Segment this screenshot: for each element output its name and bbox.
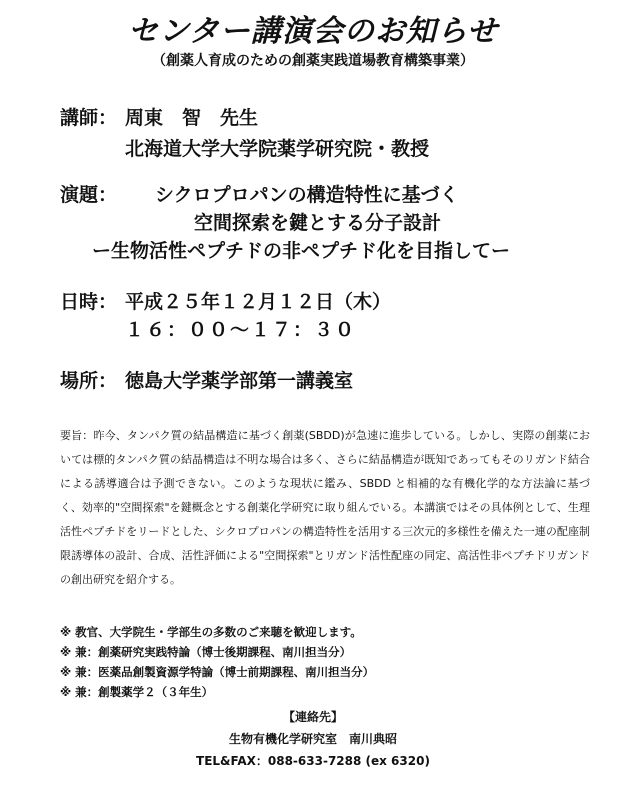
note-item: ※ 兼：創薬研究実践特論（博士後期課程、南川担当分） bbox=[60, 645, 352, 659]
note-item: ※ 兼：創製薬学２（３年生） bbox=[60, 685, 214, 699]
topic-label: 演題： bbox=[60, 184, 118, 206]
venue-label: 場所： bbox=[60, 370, 118, 392]
contact-heading: 【連絡先】 bbox=[282, 710, 343, 724]
note-item: ※ 教官、大学院生・学部生の多数のご来聴を歓迎します。 bbox=[60, 625, 362, 639]
notes-list bbox=[60, 622, 374, 702]
topic-line-3: ー生物活性ペプチドの非ペプチド化を目指してー bbox=[92, 240, 511, 262]
topic-line-1: シクロプロパンの構造特性に基づく bbox=[155, 184, 459, 206]
contact-block bbox=[0, 706, 626, 772]
contact-lab: 生物有機化学研究室 南川典昭 bbox=[228, 732, 397, 746]
venue-place: 徳島大学薬学部第一講義室 bbox=[125, 370, 354, 392]
datetime-label: 日時： bbox=[60, 291, 118, 313]
speaker-name: 周東 智 先生 bbox=[125, 107, 259, 129]
page-title: センター講演会のお知らせ bbox=[128, 14, 498, 49]
event-date: 平成２５年１２月１２日（木） bbox=[125, 291, 392, 313]
topic-line-2: 空間探索を鍵とする分子設計 bbox=[194, 212, 442, 234]
contact-phone: TEL&FAX：088-633-7288 (ex 6320) bbox=[196, 754, 430, 768]
abstract-text: 要旨：昨今、タンパク質の結晶構造に基づく創薬(SBDD)が急速に進歩している。しかし、実際の創薬においては標的タンパク質の結晶構造は不明な場合は多く、さらに結晶構造が既知であってもそのリガンド結合による誘導適合は予測できない。このような現状に鑑み、SBDD と相補的な有機化学的な方法論に基づく、効率的"空間探索"を鍵概念とする創薬化学研究に取り組んでいる。本講演ではその具体例として、生理活性ペプチドをリードとした、シクロプロパンの構造特性を活用する三次元的多様性を備えた一連の配座制限誘導体の設計、合成、活性評価による"空間探索"とリガンド活性配座の同定、高活性非ペプチドリガンドの創出研究を紹介する。 bbox=[60, 429, 590, 586]
event-time: １６：００～１７：３０ bbox=[125, 319, 357, 341]
note-item: ※ 兼：医薬品創製資源学特論（博士前期課程、南川担当分） bbox=[60, 665, 375, 679]
speaker-affiliation: 北海道大学大学院薬学研究院・教授 bbox=[125, 138, 430, 160]
speaker-label: 講師： bbox=[60, 107, 118, 129]
page-subtitle: （創薬人育成のための創薬実践道場教育構築事業） bbox=[152, 53, 474, 69]
